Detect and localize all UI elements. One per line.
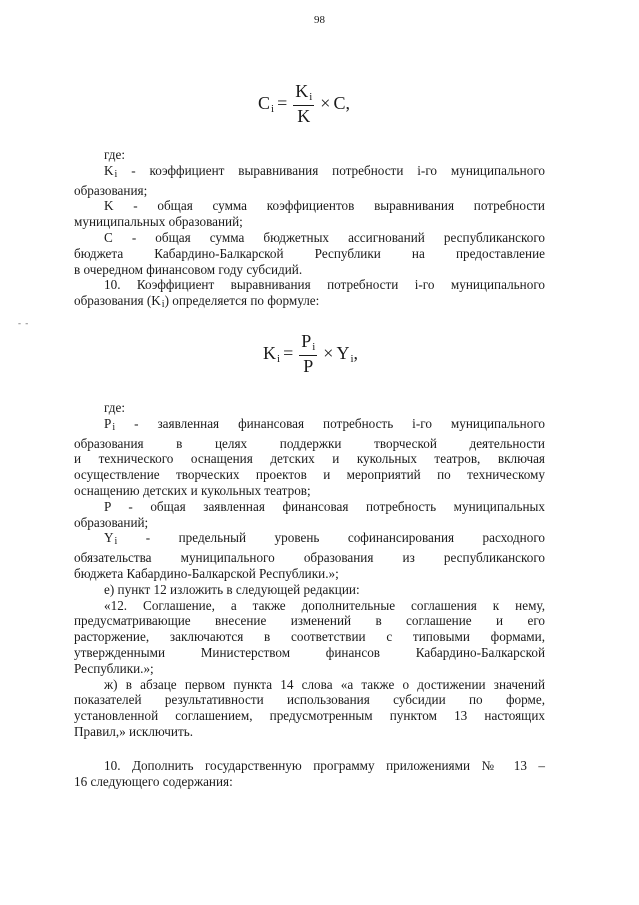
paragraph-gap bbox=[74, 740, 545, 758]
item-10-append-line2: 16 следующего содержания: bbox=[74, 773, 233, 789]
para-10-line2: образования (Ki) определяется по формуле: bbox=[74, 293, 320, 311]
formula-ki-lhs: $K_i$ bbox=[263, 342, 281, 365]
def-pi-line1: Pi - заявленная финансовая потребность i-го муниципального bbox=[104, 415, 545, 433]
definitions-block-1 bbox=[74, 147, 545, 313]
def-c-line3: в очередном финансовом году субсидий. bbox=[74, 261, 303, 277]
formula-ki-eq: = bbox=[283, 343, 294, 364]
formula-ci-eq: = bbox=[277, 93, 288, 114]
def-pi-line3: и технического оснащения детских и кукольных театров, включая bbox=[74, 451, 545, 467]
formula-ci-lhs: $C_i$ bbox=[258, 92, 275, 115]
formula-ci-rhs: C, bbox=[333, 93, 350, 114]
def-c-line2: бюджета Кабардино-Балкарской Республики на предоставление bbox=[74, 245, 545, 261]
formula-ki-rhs: $Y_i$, bbox=[336, 342, 359, 365]
quote-12-line4: утвержденными Министерством финансов Кабардино-Балкарской bbox=[74, 644, 545, 660]
para-10-line1: 10. Коэффициент выравнивания потребности i-го муниципального bbox=[104, 277, 545, 293]
def-ki-line2: образования; bbox=[74, 182, 148, 198]
def-ki-line1: Ki - коэффициент выравнивания потребности i-го муниципального bbox=[104, 162, 545, 180]
item-zh-line1: ж) в абзаце первом пункта 14 слова «а также о достижении значений bbox=[104, 676, 545, 692]
def-pi-line4: осуществление творческих проектов и мероприятий по техническому bbox=[74, 467, 545, 483]
quote-12-line3: расторжение, заключаются в соответствии с типовыми формами, bbox=[74, 629, 545, 645]
def-p-line1: P - общая заявленная финансовая потребность муниципальных bbox=[104, 498, 545, 514]
formula-ci bbox=[258, 82, 350, 125]
quote-12-line5: Республики.»; bbox=[74, 660, 154, 676]
item-e: е) пункт 12 изложить в следующей редакции: bbox=[104, 581, 360, 597]
def-pi-line5: оснащению детских и кукольных театров; bbox=[74, 482, 311, 498]
def-k-line2: муниципальных образований; bbox=[74, 214, 243, 230]
where-label-1: где: bbox=[104, 147, 125, 162]
formula-ki bbox=[263, 332, 358, 375]
def-yi-line1: Yi - предельный уровень софинансирования расходного bbox=[104, 530, 545, 548]
item-zh-line2: показателей результативности использования субсидии по форме, bbox=[74, 692, 545, 708]
quote-12-line2: предусматривающие внесение изменений в соглашение и его bbox=[74, 613, 545, 629]
formula-ki-fraction: $\frac{P_i}{P}$ bbox=[301, 331, 316, 376]
item-zh-line3: установленной соглашением, предусмотренным пунктом 13 настоящих bbox=[74, 708, 545, 724]
formula-ci-fraction: $\frac{K_i}{K}$ bbox=[295, 81, 313, 126]
def-yi-line2: обязательства муниципального образования из республиканского bbox=[74, 550, 545, 566]
def-p-line2: образований; bbox=[74, 514, 149, 530]
quote-12-line1: «12. Соглашение, а также дополнительные соглашения к нему, bbox=[104, 597, 545, 613]
page-number: 98 bbox=[314, 14, 325, 26]
def-pi-line2: образования в целях поддержки творческой деятельности bbox=[74, 435, 545, 451]
item-zh-line4: Правил,» исключить. bbox=[74, 723, 194, 739]
def-k-line1: K - общая сумма коэффициентов выравнивания потребности bbox=[104, 198, 545, 214]
margin-mark: - - bbox=[18, 318, 30, 328]
def-yi-line3: бюджета Кабардино-Балкарской Республики.»; bbox=[74, 565, 339, 581]
formula-ci-times: × bbox=[320, 93, 331, 114]
def-c-line1: C - общая сумма бюджетных ассигнований республиканского bbox=[104, 229, 545, 245]
item-10-append-line1: 10. Дополнить государственную программу приложениями № 13 – bbox=[104, 757, 545, 773]
where-label-2: где: bbox=[104, 400, 125, 415]
definitions-block-2 bbox=[74, 400, 545, 789]
formula-ki-times: × bbox=[323, 343, 334, 364]
